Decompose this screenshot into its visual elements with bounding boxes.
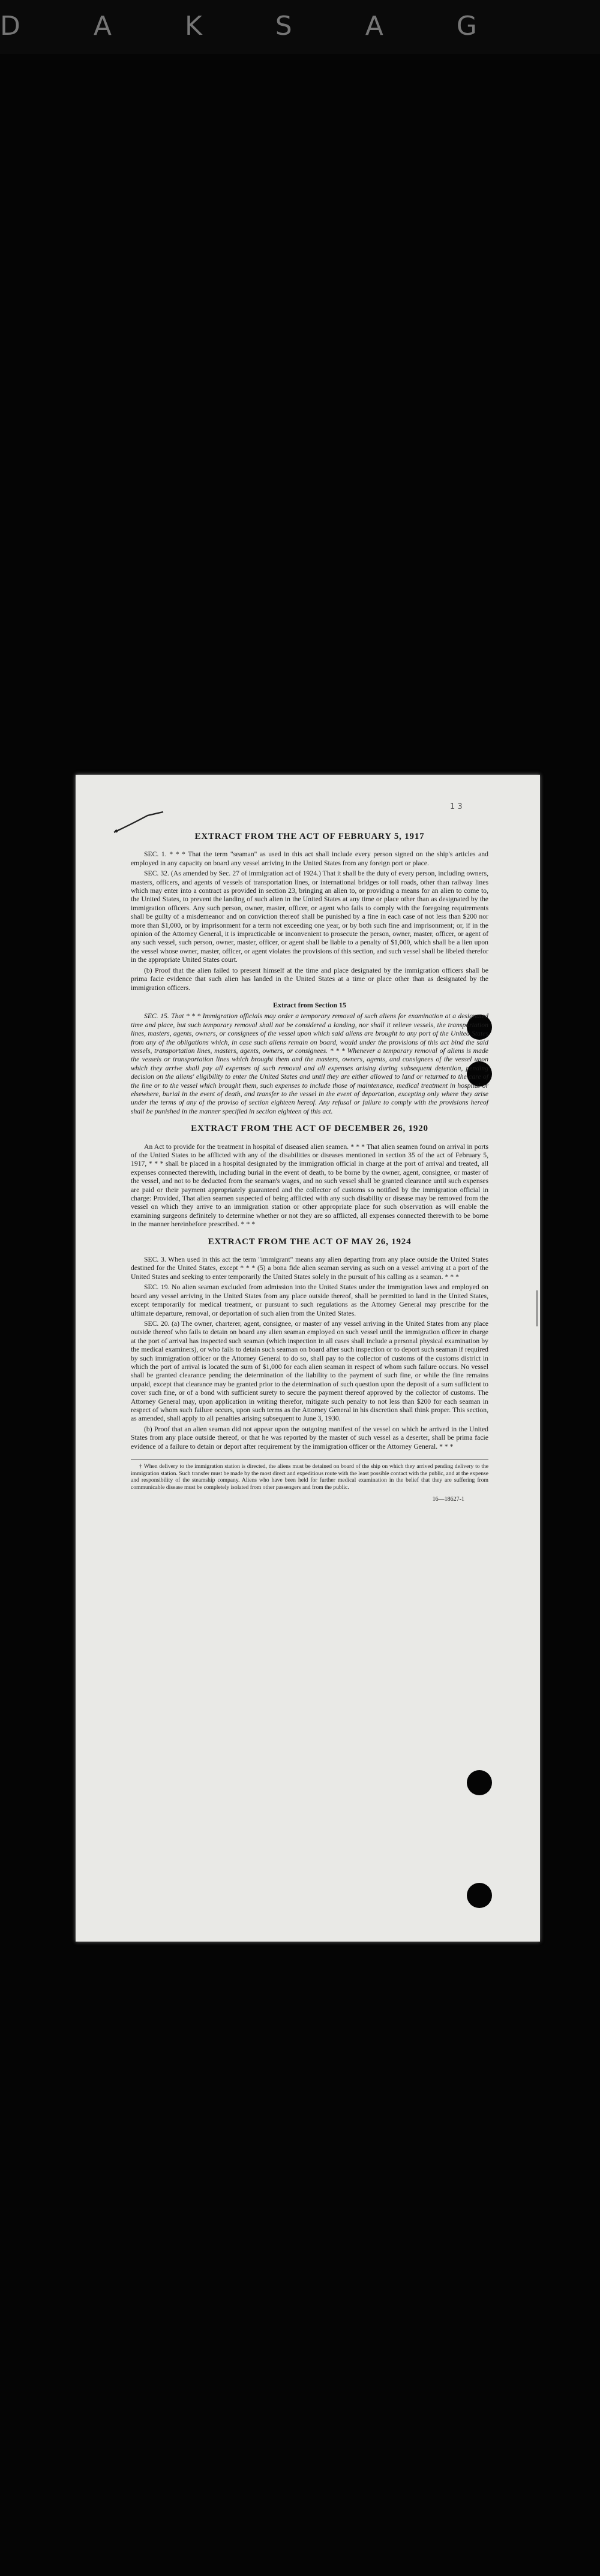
paragraph: SEC. 3. When used in this act the term "immigrant" means any alien departing from any place outside the United States destined for the United States, except * * * (5) a bona fide alien seaman serving as such on a vessel arriving at a port of the United States and seeking to enter temporarily the United States solely in the pursuit of his calling as a seaman. * * * <box>131 1256 488 1281</box>
punch-hole-4 <box>467 1883 492 1908</box>
margin-bracket <box>532 1290 538 1326</box>
section-act-1917 <box>131 832 488 992</box>
section-extract-15 <box>131 1001 488 1116</box>
film-edge-marks: D A K S A G <box>0 11 509 41</box>
paragraph: SEC. 15. That * * * Immigration officials may order a temporary removal of such aliens for examination at a designated time and place, but such temporary removal shall not be considered a landing, nor shall it relieve vessels, the transportation lines, masters, agents, owners, or consignees of the vessel upon which said aliens are brought to any port of the United States from any of the obligations which, in case such aliens remain on board, would under the provisions of this act bind the said vessels, transportation lines, masters, agents, owners, or consignees. * * * Whenever a temporary removal of aliens is made the vessels or transportation lines which brought them and the masters, owners, agents, and consignees of the vessel upon which they arrive shall pay all expenses of such removal and all expenses arising during subsequent detention, pending decision on the aliens' eligibility to enter the United States and until they are either allowed to land or returned to the care of the line or to the vessel which brought them, such expenses to include those of maintenance, medical treatment in hospital or elsewhere, burial in the event of death, and transfer to the vessel in the event of deportation, excepting only where they arise under the terms of any of the proviso of section eighteen hereof. Any refusal or failure to comply with the provisions hereof shall be punished in the manner specified in section eighteen of this act. <box>131 1012 488 1115</box>
paragraph: An Act to provide for the treatment in hospital of diseased alien seamen. * * * That alien seamen found on arrival in ports of the United States to be afflicted with any of the disabilities or diseases mentioned in section 35 of the act of February 5, 1917, * * * shall be placed in a hospital designated by the immigration official in charge at the port of arrival and treated, all expenses connected therewith, including burial in the event of death, to be borne by the owner, agent, consignee, or master of the vessel, and not to be deducted from the seaman's wages, and no such vessel shall be granted clearance until such expenses are paid or their payment appropriately guaranteed and the collector of customs so notified by the immigration official in charge: Provided, That alien seamen suspected of being afflicted with any such disability or disease may be removed from the vessel on which they arrive to an immigration station or other appropriate place for such observation as will enable the examining surgeons definitely to determine whether or not they are so afflicted, all expenses connected therewith to be borne in the manner hereinbefore prescribed. * * * <box>131 1142 488 1229</box>
section-heading: EXTRACT FROM THE ACT OF DECEMBER 26, 1920 <box>191 1124 428 1134</box>
document-body <box>131 832 488 1504</box>
film-strip-top <box>0 0 600 54</box>
section-heading: EXTRACT FROM THE ACT OF MAY 26, 1924 <box>208 1236 412 1247</box>
paragraph: SEC. 32. (As amended by Sec. 27 of immigration act of 1924.) That it shall be the duty of every person, including owners, masters, officers, and agents of vessels of transportation lines, or international bridges or toll roads, other than railway lines which may enter into a contract as provided in section 23, bringing an alien to, or providing a means for an alien to come to, the United States, to prevent the landing of such alien in the United States at any time or place other than as designated by the immigration officers. Any such person, owner, master, officer, or agent who fails to comply with the foregoing requirements shall be guilty of a misdemeanor and on conviction thereof shall be punished by a fine in each case of not less than $200 nor more than $1,000, or by imprisonment for a term not exceeding one year, or by both such fine and imprisonment; or, if in the opinion of the Attorney General, it is impracticable or inconvenient to prosecute the person, owner, master, officer, or agent of any such vessel, such person, owner, master, officer, or agent shall be liable to a penalty of $1,000, which shall be a lien upon the vessel whose owner, master, officer, or agent violates the provisions of this section, and such vessel shall be libeled therefor in the appropriate United States court. <box>131 869 488 964</box>
section-act-1920 <box>131 1124 488 1229</box>
paragraph: SEC. 19. No alien seaman excluded from admission into the United States under the immigration laws and employed on board any vessel arriving in the United States from any place outside thereof, shall be permitted to land in the United States, except temporarily for medical treatment, or pursuant to such regulations as the Attorney General may prescribe for the ultimate departure, removal, or deportation of such alien from the United States. <box>131 1283 488 1317</box>
paragraph: (b) Proof that the alien failed to present himself at the time and place designated by the immigration officers shall be prima facie evidence that such alien has landed in the United States at a time or place other than as designated by the immigration officers. <box>131 966 488 992</box>
form-number: 16—18627-1 <box>432 1496 464 1503</box>
section-subheading: Extract from Section 15 <box>272 1000 347 1009</box>
page-mark: 1 3 <box>450 802 463 811</box>
punch-hole-3 <box>467 1770 492 1795</box>
footnote <box>131 1459 488 1491</box>
paragraph: SEC. 1. * * * That the term "seaman" as used in this act shall include every person signed on the ship's articles and employed in any capacity on board any vessel arriving in the United States from any foreign port or place. <box>131 850 488 867</box>
section-act-1924 <box>131 1238 488 1451</box>
footnote-text: † When delivery to the immigration station is directed, the aliens must be detained on board of the ship on which they arrived pending delivery to the immigration station. Such transfer must be made by the most direct and expeditious route with the least possible contact with the public, and at the expense and responsibility of the steamship company. Aliens who have been held for further medical examination in the belief that they are suffering from communicable disease must be completely isolated from other passengers and from the public. <box>131 1463 489 1491</box>
paragraph: (b) Proof that an alien seaman did not appear upon the outgoing manifest of the vessel on which he arrived in the United States from any place outside thereof, or that he was reported by the master of such vessel as a deserter, shall be prima facie evidence of a failure to detain or deport after requirement by the immigration officer or the Attorney General. * * * <box>131 1425 488 1450</box>
pen-stroke-mark <box>112 811 166 835</box>
document-page <box>76 775 540 1942</box>
paragraph: SEC. 20. (a) The owner, charterer, agent, consignee, or master of any vessel arriving in the United States from any place outside thereof who fails to detain on board any alien seaman employed on such vessel until the immigration officer in charge at the port of arrival has inspected such seaman (which inspection in all cases shall include a personal physical examination by the medical examiners), or who fails to detain such seaman on board after such inspection or to deport such seaman if required by such immigration officer or the Attorney General to do so, shall pay to the collector of customs of the customs district in which the port of arrival is located the sum of $1,000 for each alien seaman in respect of whom such failure occurs. No vessel shall be granted clearance pending the determination of the liability to the payment of such fine, or while the fine remains unpaid, except that clearance may be granted prior to the determination of such question upon the deposit of a sum sufficient to cover such fine, or of a bond with sufficient surety to secure the payment thereof approved by the collector of customs. The Attorney General may, upon application in writing therefor, mitigate such penalty to not less than $200 for each seaman in respect of whom such failure occurs, upon such terms as the Attorney General in his discretion shall think proper. This section, as amended, shall apply to all penalties arising subsequent to June 3, 1930. <box>131 1319 488 1423</box>
section-heading: EXTRACT FROM THE ACT OF FEBRUARY 5, 1917 <box>194 832 425 841</box>
